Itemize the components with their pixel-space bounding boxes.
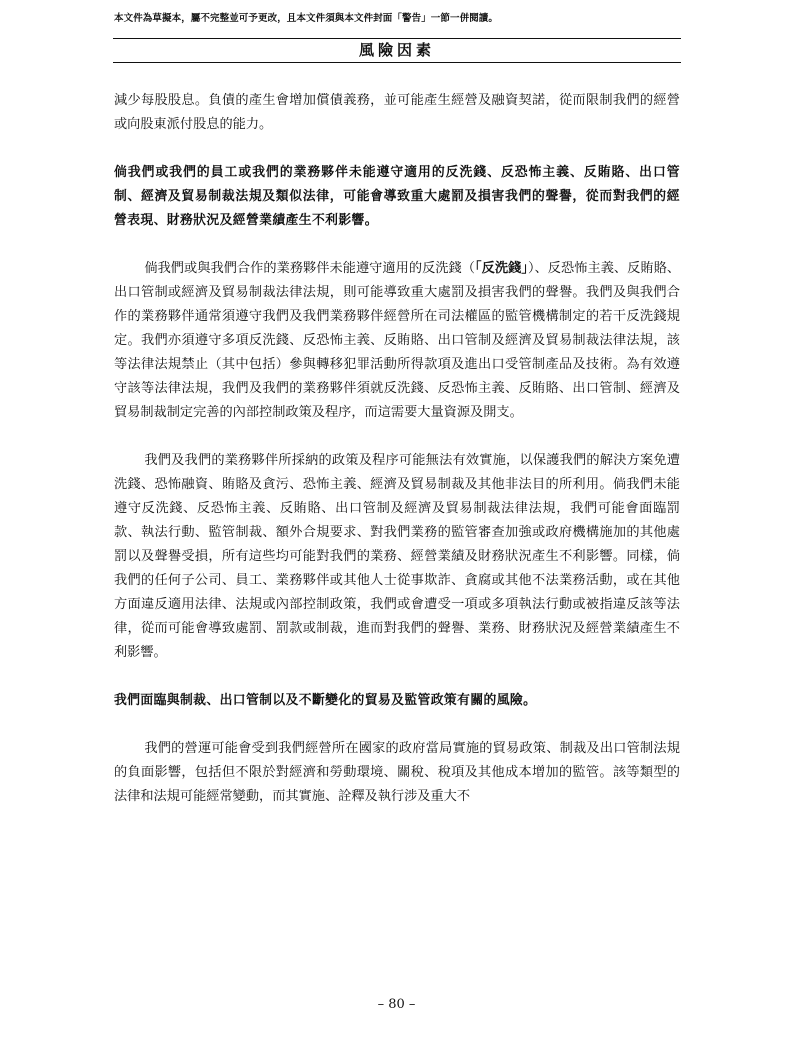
defined-term-aml: 「反洗錢」 bbox=[475, 261, 528, 276]
paragraph-trade-policy: 我們的營運可能會受到我們經營所在國家的政府當局實施的貿易政策、制裁及出口管制法規的負面影響，包括但不限於對經濟和勞動環境、關稅、稅項及其他成本增加的監管。該等類型的法律和法規可能經常變動，而其實施、詮釋及執行涉及重大不 bbox=[114, 741, 680, 804]
risk-heading-sanctions: 我們面臨與制裁、出口管制以及不斷變化的貿易及監管政策有關的風險。 bbox=[114, 693, 537, 708]
document-body bbox=[114, 89, 680, 809]
draft-notice: 本文件為草擬本，屬不完整並可予更改，且本文件須與本文件封面「警告」一節一併閱讀。 bbox=[114, 13, 499, 24]
header-rule-bottom bbox=[113, 62, 681, 63]
paragraph-continuation: 減少每股股息。負債的產生會增加償債義務，並可能產生經營及融資契諾，從而限制我們的經營或向股東派付股息的能力。 bbox=[114, 93, 680, 132]
page-number: – 80 – bbox=[377, 997, 416, 1012]
paragraph-aml-text-before: 倘我們或與我們合作的業務夥伴未能遵守適用的反洗錢（ bbox=[144, 261, 475, 276]
paragraph-policies: 我們及我們的業務夥伴所採納的政策及程序可能無法有效實施，以保護我們的解決方案免遭洗錢、恐怖融資、賄賂及貪污、恐怖主義、經濟及貿易制裁及其他非法目的所利用。倘我們未能遵守反洗錢、反恐怖主義、反賄賂、出口管制及經濟及貿易制裁法律法規，我們可能會面臨罰款、執法行動、監管制裁、額外合規要求、對我們業務的監管審查加強或政府機構施加的其他處罰以及聲譽受損，所有這些均可能對我們的業務、經營業績及財務狀況產生不利影響。同樣，倘我們的任何子公司、員工、業務夥伴或其他人士從事欺詐、貪腐或其他不法業務活動，或在其他方面違反適用法律、法規或內部控制政策，我們或會遭受一項或多項執法行動或被指違反該等法律，從而可能會導致處罰、罰款或制裁，進而對我們的聲譽、業務、財務狀況及經營業績產生不利影響。 bbox=[114, 453, 680, 660]
paragraph-aml-text-after: ）、反恐怖主義、反賄賂、出口管制或經濟及貿易制裁法律法規，則可能導致重大處罰及損害我們的聲譽。我們及與我們合作的業務夥伴通常須遵守我們及我們業務夥伴經營所在司法權區的監管機構制定的若干反洗錢規定。我們亦須遵守多項反洗錢、反恐怖主義、反賄賂、出口管制及經濟及貿易制裁法律法規，該等法律法規禁止（其中包括）參與轉移犯罪活動所得款項及進出口受管制產品及技術。為有效遵守該等法律法規，我們及我們的業務夥伴須就反洗錢、反恐怖主義、反賄賂、出口管制、經濟及貿易制裁制定完善的內部控制政策及程序，而這需要大量資源及開支。 bbox=[114, 261, 681, 420]
paragraph-aml-compliance bbox=[114, 257, 680, 425]
risk-heading-aml: 倘我們或我們的員工或我們的業務夥伴未能遵守適用的反洗錢、反恐怖主義、反賄賂、出口管制、經濟及貿易制裁法規及類似法律，可能會導致重大處罰及損害我們的聲譽，從而對我們的經營表現、財務狀況及經營業績產生不利影響。 bbox=[114, 165, 680, 228]
header-rule-top bbox=[113, 38, 681, 39]
section-title: 風險因素 bbox=[358, 41, 435, 59]
